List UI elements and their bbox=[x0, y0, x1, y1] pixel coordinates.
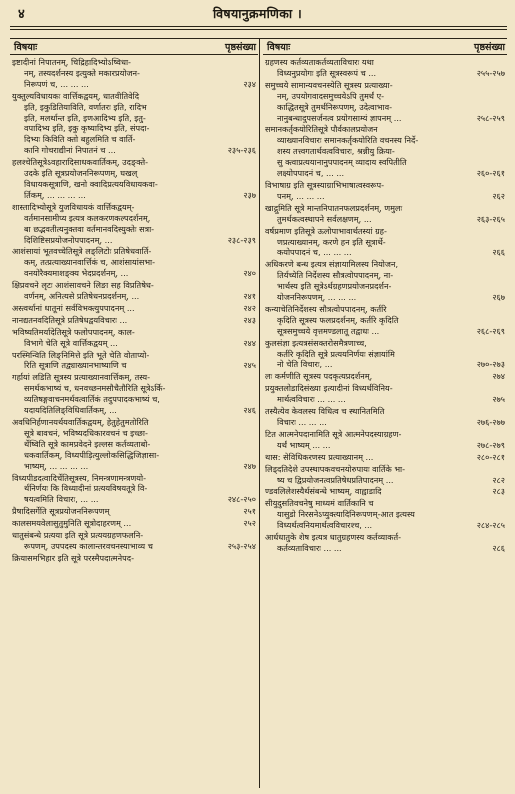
entry-line: कन्याचेतिनिर्देशस्य सौत्रत्वोपपादनम्, कर्तरि bbox=[265, 303, 387, 314]
index-entry bbox=[10, 327, 258, 349]
index-entry bbox=[263, 406, 507, 428]
entry-line: पनम्, ... ... ... bbox=[277, 190, 325, 201]
index-entry bbox=[263, 226, 507, 259]
entry-line: कृदिति सूत्रस्य फलप्रदर्शनम्, कर्तरि कृदिति bbox=[277, 314, 399, 325]
index-entry bbox=[10, 506, 258, 517]
column-header-rule bbox=[263, 54, 507, 55]
entry-page-number: २८०-२८१ bbox=[476, 451, 505, 462]
entry-line: कयोपपादनं च, ... ... ... bbox=[277, 247, 352, 258]
entry-page-number: २६०-२६१ bbox=[476, 168, 505, 179]
index-entry bbox=[263, 383, 507, 405]
right-column-header bbox=[263, 38, 507, 53]
entry-page-number: २४० bbox=[243, 268, 256, 279]
index-entry bbox=[10, 350, 258, 372]
entry-line: प्रयुक्तलोडादिसंख्या इत्यादीनां विध्यर्थविनिय- bbox=[265, 383, 393, 394]
entry-line: टित आत्मनेपदानामिति सूत्रे आत्मनेपदस्याग्रहण- bbox=[265, 428, 402, 439]
index-entry bbox=[263, 498, 507, 531]
entry-page-number: २४८-२५० bbox=[227, 494, 256, 505]
entry-page-number: २३८-२३९ bbox=[227, 234, 256, 245]
entry-line: सु क्त्वाप्रत्ययानानुपपादनम् व्यादाय स्वपितीति bbox=[277, 157, 407, 168]
entry-page-number: २५५-२५७ bbox=[476, 67, 505, 78]
entry-page-number: २३७ bbox=[243, 189, 256, 200]
entry-line: लक्ष्योपपादनं च, ... ... bbox=[277, 168, 345, 179]
index-entry bbox=[263, 57, 507, 79]
page-count-heading: पृष्ठसंख्या bbox=[474, 42, 505, 53]
entry-line: हलश्चेतिसूत्रेऽवहारादिसाधकवार्तिकम्, उदङ्क्ते- bbox=[12, 157, 149, 168]
entry-page-number: २८४-२८५ bbox=[476, 520, 505, 531]
index-entry bbox=[263, 304, 507, 337]
entry-page-number: २६६ bbox=[492, 247, 505, 258]
entry-page-number: २३४ bbox=[243, 78, 256, 89]
entry-page-number: २४२ bbox=[243, 302, 256, 313]
subject-heading: विषयाः bbox=[14, 42, 38, 53]
entry-line: विभागे चेति सूत्रे वार्त्तिकद्वयम् ... bbox=[24, 337, 118, 348]
index-entry bbox=[263, 532, 507, 554]
header-rule bbox=[10, 26, 507, 27]
entry-line: विध्यपीडदत्वादिर्चेतिसूत्रस्य, निमन्त्रणामन्त्रणयो- bbox=[12, 472, 147, 483]
entry-line: प्रैषादिसर्गेति सूत्रप्रयोजननिरूपणम् bbox=[12, 506, 110, 517]
left-column-header bbox=[10, 38, 258, 53]
index-entry bbox=[263, 80, 507, 124]
entry-page-number: २६२ bbox=[492, 190, 505, 201]
entry-page-number: २५२ bbox=[243, 518, 256, 529]
right-column bbox=[263, 38, 507, 788]
index-entry bbox=[263, 464, 507, 486]
entry-line: कानि गोचराद्यीनां निपातनं च ... bbox=[24, 145, 116, 156]
entry-line: नो चेति विचारः, ... bbox=[277, 359, 333, 370]
entry-line: सूत्रसमुच्चये वृत्तमण्डलातू तद्वाधः ... bbox=[277, 325, 380, 336]
index-entry bbox=[10, 246, 258, 279]
entry-page-number: २७०-२७३ bbox=[476, 359, 505, 370]
entry-line: शस्य तत्त्वगतार्थवत्वविचारः, श्रन्नीयु क्रिया- bbox=[277, 146, 395, 157]
entry-line: बा छद्भवतीत्यनुक्तवा वर्तमानवदिस्युक्तेः सत्रा- bbox=[24, 223, 155, 234]
entry-line: लः कर्मणीति सूत्रस्य पदकृत्यप्रदर्शनम्, bbox=[265, 371, 373, 382]
index-entry bbox=[10, 315, 258, 326]
entry-line: कम्, तत्प्रत्याख्यानवार्त्तिकं च, आशंसायांसभा- bbox=[24, 257, 156, 268]
column-header-rule bbox=[10, 54, 258, 55]
index-entry bbox=[263, 124, 507, 179]
entry-line: कालसमयवेलासुतुमुनिति सूत्रोदाहरणम् ... bbox=[12, 518, 132, 529]
entry-line: उदके इति सूत्रप्रयोजननिरूपणम्, घखल् bbox=[24, 168, 138, 179]
entry-page-number: २४३ bbox=[243, 314, 256, 325]
entry-line: क्षिप्रवचने लृटः आशंसावचने लिङा सह विप्रतिषेध- bbox=[12, 280, 154, 291]
left-entry-list bbox=[10, 57, 258, 564]
entry-page-number: २४७ bbox=[243, 460, 256, 471]
entry-line: क्रियासमभिहार इति सूत्रे परस्मैपदात्मनेपद- bbox=[12, 552, 135, 563]
entry-page-number: २५८-२५९ bbox=[476, 112, 505, 123]
index-entry bbox=[10, 57, 258, 90]
entry-line: थास: सेविधिकरणस्य प्रत्याख्यानम् ... bbox=[265, 451, 374, 462]
index-entry bbox=[263, 486, 507, 497]
entry-line: समुच्चये सामान्यवचनस्येति सूत्रस्य प्रत्याख्या- bbox=[265, 79, 393, 90]
index-entry bbox=[10, 553, 258, 564]
entry-line: सीयुदुसतिवचनेषु माध्यमं वार्तिकानि च bbox=[265, 498, 374, 509]
entry-line: ण्डवलिलेशस्यैर्थसंबन्धे भाष्यम्, वाह्वाडादि bbox=[265, 486, 382, 497]
header-rule-thin bbox=[10, 29, 507, 30]
index-entry bbox=[10, 303, 258, 314]
entry-line: यदायदितिलिङ्विधिवार्तिकम्, ... bbox=[24, 405, 117, 416]
column-divider bbox=[259, 38, 260, 788]
index-entry bbox=[263, 259, 507, 303]
entry-line: णप्रत्याख्यानम्, करणे हन इति सूत्रार्थे- bbox=[277, 236, 386, 247]
entry-line: कर्तरि कृदिति सूत्रे प्रत्ययनिर्णयः संज्ञायांमि bbox=[277, 348, 395, 359]
entry-line: कुलसंज्ञा इत्यत्रसंसक्तरोसमैत्रणाच्च, bbox=[265, 337, 367, 348]
entry-page-number: २४४ bbox=[243, 337, 256, 348]
entry-line: भार्थस्य इति सूत्रेऽर्थग्रहणप्रयोजनप्रदर्शन- bbox=[277, 281, 392, 292]
index-entry bbox=[263, 180, 507, 202]
entry-line: नम्, उपयोगवादसमुच्चयेऽपि तुमर्थं ए- bbox=[277, 90, 385, 101]
index-entry bbox=[10, 280, 258, 302]
index-entry bbox=[10, 372, 258, 416]
entry-page-number: २८२ bbox=[492, 474, 505, 485]
entry-page-number: २७५ bbox=[492, 394, 505, 405]
entry-line: वर्णनम्, अनित्यसे प्रतिषेधनप्रदर्शनम्, ... bbox=[24, 291, 140, 302]
entry-line: समर्थकभाष्यं च, धनवच्छनमसौचैतौरिति सूत्रेऽर्कि- bbox=[24, 383, 166, 394]
entry-page-number: २८६ bbox=[492, 542, 505, 553]
entry-line: तस्यैत्येव केवलस्य विधित्व च स्थानितमिति bbox=[265, 406, 385, 417]
right-entry-list bbox=[263, 57, 507, 554]
entry-line: सूत्रे बावचनं, भविष्यदधिकारवचनं च इच्छा- bbox=[24, 427, 148, 438]
entry-line: भविष्यतिमर्यादेतिसूत्रे फलोपपादनम्, काल- bbox=[12, 326, 135, 337]
entry-page-number: २६७ bbox=[492, 292, 505, 303]
entry-line: मार्थत्वविचारः ... ... ... bbox=[277, 394, 346, 405]
entry-page-number: २८३ bbox=[492, 486, 505, 497]
index-entry bbox=[10, 202, 258, 246]
entry-line: वपादिभ्य इति, इकु कृष्यादिभ्य इति, संपदा- bbox=[24, 123, 150, 134]
index-entry bbox=[263, 429, 507, 451]
entry-line: वनयोरैक्यमाशङ्क्य भेदप्रदर्शनम्, ... bbox=[24, 268, 129, 279]
page-header bbox=[10, 2, 505, 24]
entry-page-number: २६३-२६५ bbox=[476, 213, 505, 224]
entry-line: अवधिनिर्हणानयर्थयवार्तिकद्वयम्, हेतुहेतुमतोरिति bbox=[12, 417, 149, 427]
entry-page-number: २४५ bbox=[243, 360, 256, 371]
entry-line: युक्तुल्यविधायकः वार्त्तिकद्वयम्, धातवीतिवेदि bbox=[12, 90, 140, 101]
entry-line: विचारः ... ... ... bbox=[277, 417, 327, 427]
entry-page-number: २५१ bbox=[243, 506, 256, 517]
entry-line: विभाषाग्र इति सूत्रस्याग्राभिभाषात्वस्वरूप- bbox=[265, 179, 384, 190]
left-column bbox=[10, 38, 258, 788]
entry-line: काद्धितसूत्रे तुमर्थनिरूपणम्, उदेत्वाभाव- bbox=[277, 101, 393, 112]
entry-page-number: २७६-२७७ bbox=[476, 417, 505, 427]
entry-line: लिड्दतिदेशे उपस्थापकवचनयोरुपायः वार्तिके भा- bbox=[265, 463, 406, 474]
entry-line: नानद्यतनवदितिसूत्रे प्रतिषेधद्वयविचारः ... bbox=[12, 314, 128, 325]
entry-line: योजननिरूपणम्, ... ... ... bbox=[277, 292, 357, 303]
entry-page-number: २७८-२७९ bbox=[476, 439, 505, 450]
entry-line: विधायकसूत्राणि, खनो क्वादिप्रत्ययविधायकवा- bbox=[24, 178, 158, 189]
entry-page-number: २४६ bbox=[243, 405, 256, 416]
entry-line: शास्तादिभ्योसूत्रे युजविधायकं वार्त्तिकद्वयम्- bbox=[12, 201, 135, 212]
entry-line: तिर्यच्येति निर्देशस्य सौत्रत्वोपपादनम्, ना- bbox=[277, 270, 394, 281]
entry-line: धातुसंबन्धे प्रत्यया इति सूत्रे प्रत्ययग्रहणफलनि- bbox=[12, 530, 144, 541]
index-entry bbox=[263, 452, 507, 463]
entry-page-number: २६८-२६९ bbox=[476, 325, 505, 336]
entry-line: रिति सूत्राणि तद्व्याख्यानभाष्याणि च bbox=[24, 360, 127, 371]
entry-line: व्यतिषङ्गवाचनमर्थवत्वार्तिकं तदुपपादकभाष्यं च, bbox=[24, 394, 160, 405]
index-entry bbox=[263, 203, 507, 225]
entry-line: इति, मलर्थान्त इति, इणआदिभ्य इति, इतु- bbox=[24, 112, 146, 123]
entry-page-number: २७४ bbox=[492, 371, 505, 382]
entry-line: अस्त्वर्थानां धातूनां सर्वविभक्त्युपपादनम् ... bbox=[12, 302, 135, 313]
entry-line: रूपणम्, उपपदस्य कालान्तरवचनस्याभाव्य च bbox=[24, 540, 153, 551]
entry-line: अधिकरणे बन्ध इत्यत्र संज्ञायामिलस्य नियोजन, bbox=[265, 259, 399, 270]
index-entry bbox=[10, 91, 258, 156]
entry-line: धकवार्तिकम्, विध्यपीड़ित्युल्लोकसिद्धिजिज्ञासा- bbox=[24, 449, 160, 460]
entry-line: ग्रहणस्य कर्तव्यताकर्तव्यताविचारः यथा bbox=[265, 57, 374, 67]
entry-line: वर्षप्रमाण इतिसूत्रे ऊलोपाभावार्थतस्यां ग्रह- bbox=[265, 225, 387, 236]
entry-line: समानकर्तृकयोरितिसूत्रे पौर्वकालप्रयोजन bbox=[265, 124, 378, 135]
index-entry bbox=[10, 417, 258, 472]
subject-heading: विषयाः bbox=[267, 42, 291, 53]
entry-line: ष्य च द्विप्रयोजनत्वप्रतिषेधप्रतिपादनम् ... bbox=[277, 474, 394, 485]
entry-line: खाद्गुमिति सूत्रे मान्तनिपातनफलप्रदर्शनम्, णमुलः bbox=[265, 202, 403, 213]
entry-line: व्याख्यानविचारः समानकर्तृकयोरिति वचनस्य निर्दे- bbox=[277, 135, 419, 146]
entry-line: निरूपणं च, ... ... ... bbox=[24, 78, 89, 89]
page-number: ४ bbox=[18, 7, 25, 22]
entry-line: दिभ्यः किविति क्तो बहुलमिति च वार्ति- bbox=[24, 134, 136, 145]
page-title: विषयानुक्रमणिका । bbox=[212, 6, 303, 21]
entry-line: र्तिकम्, ... ... ... ... bbox=[24, 189, 86, 200]
entry-line: नम्, तस्यदर्शनस्य इत्युक्ते मकारप्रयोजन- bbox=[24, 67, 140, 78]
entry-line: इति, इकुडितियाविति, वर्णातरः इति, रादिभ bbox=[24, 101, 147, 112]
entry-line: नानुबन्धादुपसर्जनत्व प्रयोगसाम्यं ज्ञापनम् ... bbox=[277, 112, 402, 123]
entry-line: कर्तव्यताविचारः ... ... bbox=[277, 542, 342, 553]
entry-line: र्थनिर्णयः कि विध्यादीनां प्रत्ययविषयतूत्रे वि- bbox=[24, 483, 148, 494]
index-entry bbox=[10, 530, 258, 552]
entry-line: र्थेष्विति सूत्रे कामप्रवेदने इल्लस कर्तव्यताबो- bbox=[24, 438, 151, 449]
index-entry bbox=[263, 338, 507, 371]
entry-line: भाष्यम्, ... ... ... ... bbox=[24, 460, 89, 471]
entry-line: परस्मिन्विति लिङ्निमित्ते इति भूते चेति वोताप्यो- bbox=[12, 349, 150, 360]
page-count-heading: पृष्ठसंख्या bbox=[225, 42, 256, 53]
entry-line: दिशिष्टिसप्रयोजनोपपादनम्, ... bbox=[24, 234, 113, 245]
index-entry bbox=[10, 157, 258, 201]
entry-line: यर्थं भाष्यम् ... ... bbox=[277, 439, 331, 450]
index-entry bbox=[10, 473, 258, 506]
entry-line: गर्हायां लडिति सूत्रस्य प्रत्याख्यानवार्त्तिकम्, तस्य- bbox=[12, 372, 151, 383]
entry-page-number: २५३-२५४ bbox=[227, 540, 256, 551]
index-entry bbox=[10, 518, 258, 529]
entry-line: विध्यनुप्रयोगः इति सूत्रस्वरूपं च ... bbox=[277, 67, 377, 78]
entry-page-number: २३५-२३६ bbox=[227, 145, 256, 156]
entry-line: षयत्वमिति विचारः, ... ... bbox=[24, 494, 99, 505]
index-entry bbox=[263, 371, 507, 382]
entry-line: इष्टादीनां निपातनम्, चिद्रिहादिभ्योऽष्विधा- bbox=[12, 57, 131, 67]
entry-line: आशंसायां भूतवच्चेतिसूत्रे लङ्लिटोः प्रतिषेधवार्ति- bbox=[12, 246, 152, 257]
entry-line: वर्तमानसामीप्य इत्यत्र कलकरणकल्पदर्शनम्, bbox=[24, 212, 151, 223]
entry-line: तुमर्थकत्वस्थापने सर्वलक्षणम्, ... bbox=[277, 213, 372, 224]
entry-line: आर्धधातुके शेष इत्यत्र धातुग्रहणस्य कर्तव्याकर्त- bbox=[265, 532, 402, 543]
entry-page-number: २४१ bbox=[243, 291, 256, 302]
entry-line: विध्यर्थत्वनियमार्थत्वविचारश्च, ... bbox=[277, 520, 373, 531]
entry-line: यासुडो निरसनेऽप्युक्त्यादिनिरूपणम्-आत इत्यस्य bbox=[277, 509, 415, 520]
